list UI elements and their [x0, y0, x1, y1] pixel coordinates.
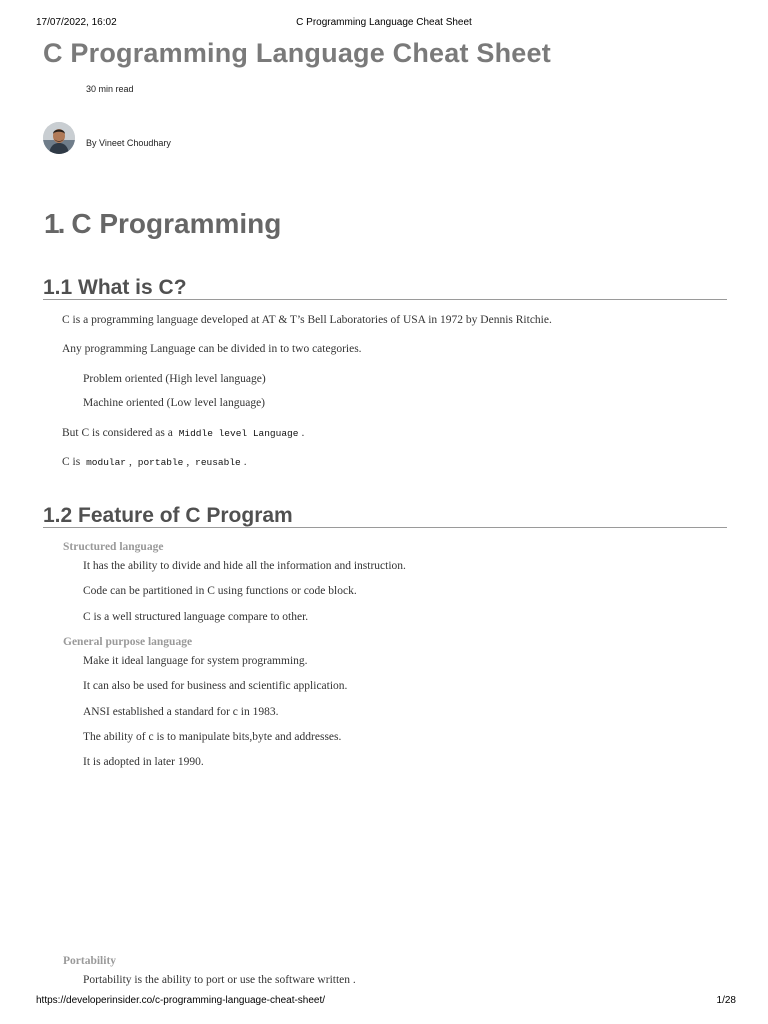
print-datetime: 17/07/2022, 16:02 — [36, 17, 117, 28]
paragraph-c-is — [62, 456, 247, 468]
feature-label-structured: Structured language — [63, 541, 164, 553]
inline-code: Middle level Language — [178, 428, 299, 439]
middle-suffix: . — [301, 427, 305, 439]
print-header — [0, 17, 768, 31]
middle-prefix: But C is considered as a — [62, 427, 173, 439]
author-avatar[interactable] — [43, 122, 75, 154]
author-name[interactable]: By Vineet Choudhary — [86, 138, 171, 148]
section-heading — [44, 208, 281, 240]
feature-item: The ability of c is to manipulate bits,byte and addresses. — [83, 731, 342, 743]
c-is-prefix: C is — [62, 456, 81, 468]
feature-item: Make it ideal language for system programming. — [83, 655, 308, 667]
separator: , — [129, 456, 132, 468]
print-footer — [0, 995, 768, 1009]
subsection-heading-what-is-c: 1.1 What is C? — [43, 277, 727, 300]
feature-item: C is a well structured language compare to other. — [83, 611, 309, 623]
section-title: C Programming — [71, 208, 282, 239]
feature-item: ANSI established a standard for c in 1983. — [83, 706, 279, 718]
inline-code: modular — [86, 457, 127, 468]
feature-label-general: General purpose language — [63, 636, 193, 648]
subsection-heading-features: 1.2 Feature of C Program — [43, 505, 727, 528]
separator: , — [186, 456, 190, 468]
feature-item: It can also be used for business and scientific application. — [83, 680, 348, 692]
c-is-suffix: . — [243, 456, 247, 468]
inline-code: portable — [137, 457, 184, 468]
page-title: C Programming Language Cheat Sheet — [43, 38, 551, 68]
print-title: C Programming Language Cheat Sheet — [296, 17, 472, 28]
paragraph-middle-level — [62, 427, 304, 439]
page-number: 1/28 — [716, 995, 736, 1006]
paragraph-categories: Any programming Language can be divided in to two categories. — [62, 343, 362, 355]
feature-item: It is adopted in later 1990. — [83, 756, 204, 768]
feature-item: It has the ability to divide and hide all the information and instruction. — [83, 560, 406, 572]
read-time: 30 min read — [86, 84, 134, 94]
avatar-portrait-icon — [43, 122, 75, 154]
list-item-category: Problem oriented (High level language) — [83, 373, 266, 385]
list-item-category: Machine oriented (Low level language) — [83, 397, 266, 409]
inline-code: reusable — [195, 457, 241, 468]
section-number: 1. — [44, 208, 64, 239]
paragraph-c-definition: C is a programming language developed at AT & T’s Bell Laboratories of USA in 1972 by Dennis Ritchie. — [62, 314, 552, 326]
page-url[interactable]: https://developerinsider.co/c-programming-language-cheat-sheet/ — [36, 995, 326, 1006]
feature-item: Portability is the ability to port or use the software written . — [83, 974, 356, 986]
feature-item: Code can be partitioned in C using functions or code block. — [83, 585, 357, 597]
feature-label-portability: Portability — [63, 955, 117, 967]
